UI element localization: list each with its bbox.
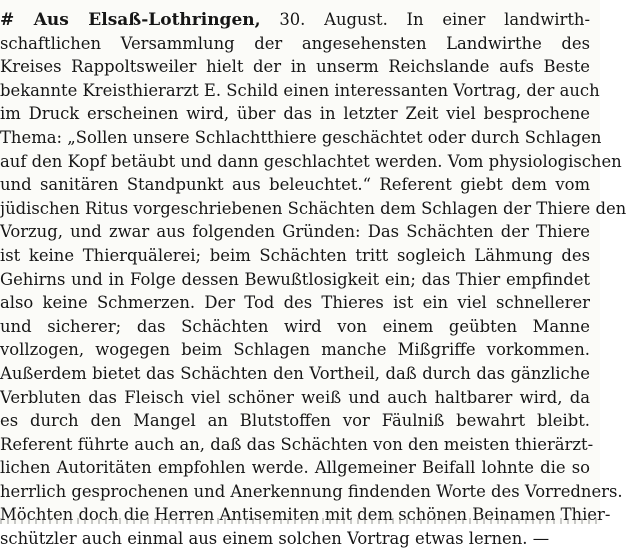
cut-off-next-line (0, 518, 600, 524)
article-line-13: also keine Schmerzen. Der Tod des Thieres ist ein viel schnellerer (0, 293, 590, 313)
article-line-5: im Druck erscheinen wird, über das in letzter Zeit viel besprochene (0, 104, 590, 124)
article-line-19: Referent führte auch an, daß das Schächten von den meisten thierärzt- (0, 434, 594, 454)
article-line-1 (0, 8, 590, 32)
article-line-22: Möchten doch die Herren Antisemiten mit dem schönen Beinamen Thier- (0, 505, 611, 525)
news-article (0, 8, 626, 551)
article-line-7: auf den Kopf betäubt und dann geschlachtet werden. Vom physiologischen (0, 151, 622, 171)
article-line-8: und sanitären Standpunkt aus beleuchtet.“ Referent giebt dem vom (0, 175, 590, 195)
article-line-20: lichen Autoritäten empfohlen werde. Allgemeiner Beifall lohnte die so (0, 458, 590, 478)
article-line-2: schaftlichen Versammlung der angesehensten Landwirthe des (0, 33, 590, 53)
article-line-10: Vorzug, und zwar aus folgenden Gründen: Das Schächten der Thiere (0, 222, 590, 242)
article-heading: # Aus Elsaß-Lothringen, (0, 10, 261, 30)
article-line-9: jüdischen Ritus vorgeschriebenen Schächten dem Schlagen der Thiere den (0, 198, 626, 218)
article-line-12: Gehirns und in Folge dessen Bewußtlosigkeit ein; das Thier empfindet (0, 269, 590, 289)
article-line-11: ist keine Thierquälerei; beim Schächten tritt sogleich Lähmung des (0, 245, 590, 265)
article-line-21: herrlich gesprochenen und Anerkennung findenden Worte des Vorredners. (0, 481, 623, 501)
cut-off-previous-line (40, 0, 600, 4)
article-line-17: Verbluten das Fleisch viel schöner weiß und auch haltbarer wird, da (0, 387, 590, 407)
article-line-15: vollzogen, wogegen beim Schlagen manche Mißgriffe vorkommen. (0, 340, 590, 360)
article-line-23: schützler auch einmal aus einem solchen Vortrag etwas lernen. — (0, 529, 550, 549)
article-line-6: Thema: „Sollen unsere Schlachtthiere geschächtet oder durch Schlagen (0, 127, 602, 147)
article-line-1-text: In einer landwirth- (387, 10, 590, 29)
article-line-3: Kreises Rappoltsweiler hielt der in unserm Reichslande aufs Beste (0, 57, 590, 77)
article-line-4: bekannte Kreisthierarzt E. Schild einen interessanten Vortrag, der auch (0, 80, 600, 100)
article-line-16: Außerdem bietet das Schächten den Vortheil, daß durch das gänzliche (0, 363, 590, 383)
article-date: 30. August. (279, 10, 388, 29)
article-line-14: und sicherer; das Schächten wird von einem geübten Manne (0, 316, 590, 336)
article-line-18: es durch den Mangel an Blutstoffen vor Fäulniß bewahrt bleibt. (0, 411, 590, 431)
